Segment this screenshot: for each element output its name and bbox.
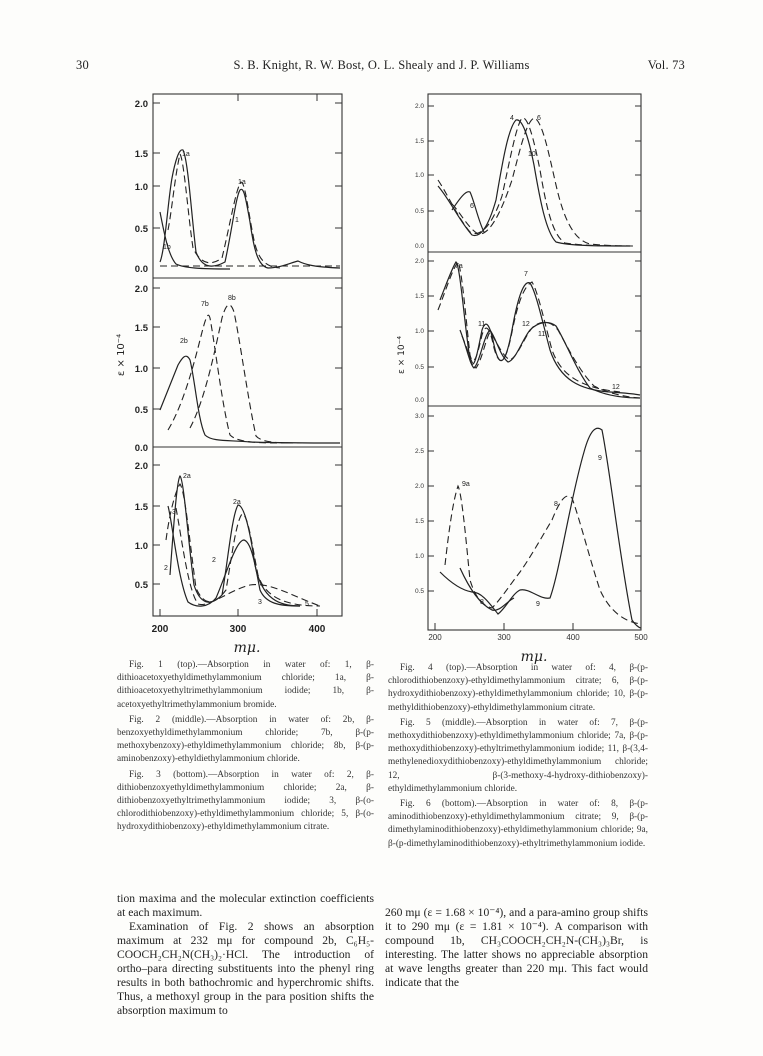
right-p2-ytick-2: 1.0 [414,328,424,335]
curve-label-9: 9 [598,455,602,462]
page-number: 30 [76,58,89,72]
right-p2-ytick-1: 1.5 [414,293,424,300]
left-figure-frame [153,94,342,616]
curve-label-5: 5 [305,601,309,608]
body-paragraph: Examination of Fig. 2 shows an absorption maximum at 232 mμ for compound 2b, C₆H₅-COOCH₂CH₂N(CH₃)₂·HCl. The introduction of ortho–para directing substituents into the phenyl ring results in both bathochromic and hyperchromic shifts. Thus, a methoxyl group in the para position shifts the absorption maximum to [117,920,374,1017]
curve-label-7a-top: 7a [455,263,463,270]
curve-label-7b: 7b [201,301,209,308]
curve-label-2a-top: 2a [183,473,191,480]
curve-label-1a: 1a [238,179,246,186]
right-p1-ytick-1: 1.5 [414,138,424,145]
curve-label-2b: 2b [180,338,188,345]
left-p3-ytick-0: 2.0 [134,461,148,472]
right-x-axis-label: mμ. [520,649,548,665]
curve-label-11: 11 [538,331,546,338]
body-text-left [117,892,374,1018]
left-p2-ytick-3: 0.5 [134,405,148,416]
left-p3-ytick-1: 1.5 [134,502,148,513]
left-p3-ytick-2: 1.0 [134,541,148,552]
caption-fig-6: Fig. 6 (bottom).—Absorption in water of: 8, β-(p-aminodithiobenzoxy)-ethyldimethylammonium citrate; 9, β-(p-dimethylaminodithiobenzoxy)-ethyldimethylammonium chloride; 9a, β-(p-dimethylaminodithiobenzoxy)-ethyltrimethylammonium iodide. [388,799,648,849]
caption-fig-4: Fig. 4 (top).—Absorption in water of: 4, β-(p-chlorodithiobenzoxy)-ethyldimethylammonium citrate; 6, β-(p-hydroxydithiobenzoxy)-ethyldimethylammonium chloride; 10, β-(p-methyldithiobenzoxy)-ethyldimethylammonium citrate. [388,663,648,713]
curve-label-3: 3 [258,599,262,606]
left-p1-ytick-1: 1.5 [134,149,148,160]
caption-fig-5: Fig. 5 (middle).—Absorption in water of: 7, β-(p-methoxydithiobenzoxy)-ethyldimethylammonium chloride; 7a, β-(p-methoxydithiobenzoxy)-ethyltrimethylammonium iodide; 11, β-(3,4-methylenedioxydithiobenzoxy)-ethyldimethylammonium chloride; 12, β-(3-methoxy-4-hydroxy-dithiobenzoxy)-ethyldimethylammonium chloride. [388,717,648,794]
left-p2-ytick-0: 2.0 [134,284,148,295]
curve-label-1: 1 [235,217,239,224]
curve-label-8b: 8b [228,295,236,302]
left-p2-ytick-4: 0.0 [134,443,148,454]
right-p1-ytick-3: 0.5 [414,208,424,215]
right-y-axis-label: ε × 10⁻⁴ [397,336,407,374]
left-p2-ytick-1: 1.5 [134,323,148,334]
curve-label-1a-top: 1a [182,151,190,158]
curve-label-12-mid: 12 [522,321,530,328]
right-p3-ytick-4: 1.0 [414,553,424,560]
body-paragraph: 260 mμ (ε = 1.68 × 10⁻⁴), and a para-amino group shifts it to 290 mμ (ε = 1.81 × 10⁻⁴). A comparison with compound 1b, CH₃COOCH₂CH₂N-(CH₃)₃Br, is interesting. The latter shows no appreciable absorption at wave lengths greater than 220 mμ. This fact would indicate that the [385,906,648,989]
curve-label-3-top: 3 [172,509,176,516]
right-p3-ytick-5: 0.5 [414,588,424,595]
right-xtick-3: 500 [634,633,648,642]
caption-fig-3: Fig. 3 (bottom).—Absorption in water of: 2, β-dithiobenzoxyethyldimethylammonium chloride; 2a, β-dithiobenzoxyethyltrimethylammonium iodide; 3, β-(o-chlorodithiobenzoxy)-ethyldimethylammonium chloride; 5, β-(o-hydroxydithiobenzoxy)-ethyldimethylammonium citrate. [117,769,374,833]
left-x-axis-label: mμ. [233,640,261,656]
curve-label-7: 7 [524,271,528,278]
right-p3-ytick-3: 1.5 [414,518,424,525]
caption-fig-2: Fig. 2 (middle).—Absorption in water of: 2b, β-benzoxyethyldimethylammonium chloride; 7b, β-(p-methoxybenzoxy)-ethyldimethylammonium chloride; 8b, β-(p-aminobenzoxy)-ethyldiethylammonium chloride. [117,714,374,765]
left-p1-ytick-0: 2.0 [134,99,148,110]
curve-label-2-left: 2 [164,565,168,572]
right-p3-ytick-2: 2.0 [414,483,424,490]
right-figure [397,94,648,665]
curve-label-8-low: 8 [480,599,484,606]
curve-label-6: 6 [537,115,541,122]
volume-label: Vol. 73 [647,58,685,72]
right-p2-ytick-3: 0.5 [414,364,424,371]
curve-label-4: 4 [510,115,514,122]
right-p3-ytick-0: 3.0 [414,413,424,420]
curve-label-2: 2 [212,557,216,564]
left-y-axis-label: ε × 10⁻⁴ [116,333,127,377]
right-p2-ytick-0: 2.0 [414,258,424,265]
curve-label-11-left: 11 [478,321,486,328]
curve-label-9a: 9a [462,481,470,488]
right-p1-ytick-0: 2.0 [414,103,424,110]
curve-label-12: 12 [612,384,620,391]
right-xtick-2: 400 [566,633,580,642]
left-xtick-0: 200 [151,624,169,635]
right-xtick-0: 200 [428,633,442,642]
curve-label-1b: 1b [163,244,171,251]
right-p2-ytick-4: 0.0 [414,397,424,404]
right-yticks-marks [428,106,641,630]
body-text-right [385,906,648,990]
right-xtick-1: 300 [497,633,511,642]
left-p2-ytick-2: 1.0 [134,364,148,375]
right-p3-ytick-1: 2.5 [414,448,424,455]
curve-label-8: 8 [554,501,558,508]
captions-left [117,659,374,837]
captions-right [388,662,648,853]
left-xtick-1: 300 [229,624,247,635]
right-figure-frame [428,94,641,630]
left-p1-ytick-4: 0.0 [134,264,148,275]
left-p3-ytick-3: 0.5 [134,580,148,591]
left-p1-ytick-2: 1.0 [134,182,148,193]
running-header-authors: S. B. Knight, R. W. Bost, O. L. Shealy and J. P. Williams [233,58,530,72]
curve-label-9-low: 9 [536,601,540,608]
right-p1-ytick-4: 0.0 [414,243,424,250]
curve-label-2a: 2a [233,499,241,506]
left-p1-ytick-3: 0.5 [134,224,148,235]
curve-label-10: 10 [528,151,536,158]
curve-label-6-small: 6 [470,203,474,210]
body-paragraph: tion maxima and the molecular extinction coefficients at each maximum. [117,892,374,919]
caption-fig-1: Fig. 1 (top).—Absorption in water of: 1, β-dithioacetoxyethyldimethylammonium chloride; 1a, β-dithioacetoxyethyltrimethylammonium iodide; 1b, β-acetoxyethyltrimethylammonium bromide. [117,660,374,710]
right-p1-ytick-2: 1.0 [414,172,424,179]
left-figure [116,94,342,656]
left-yticks-marks [153,94,342,616]
left-xtick-2: 400 [308,624,326,635]
